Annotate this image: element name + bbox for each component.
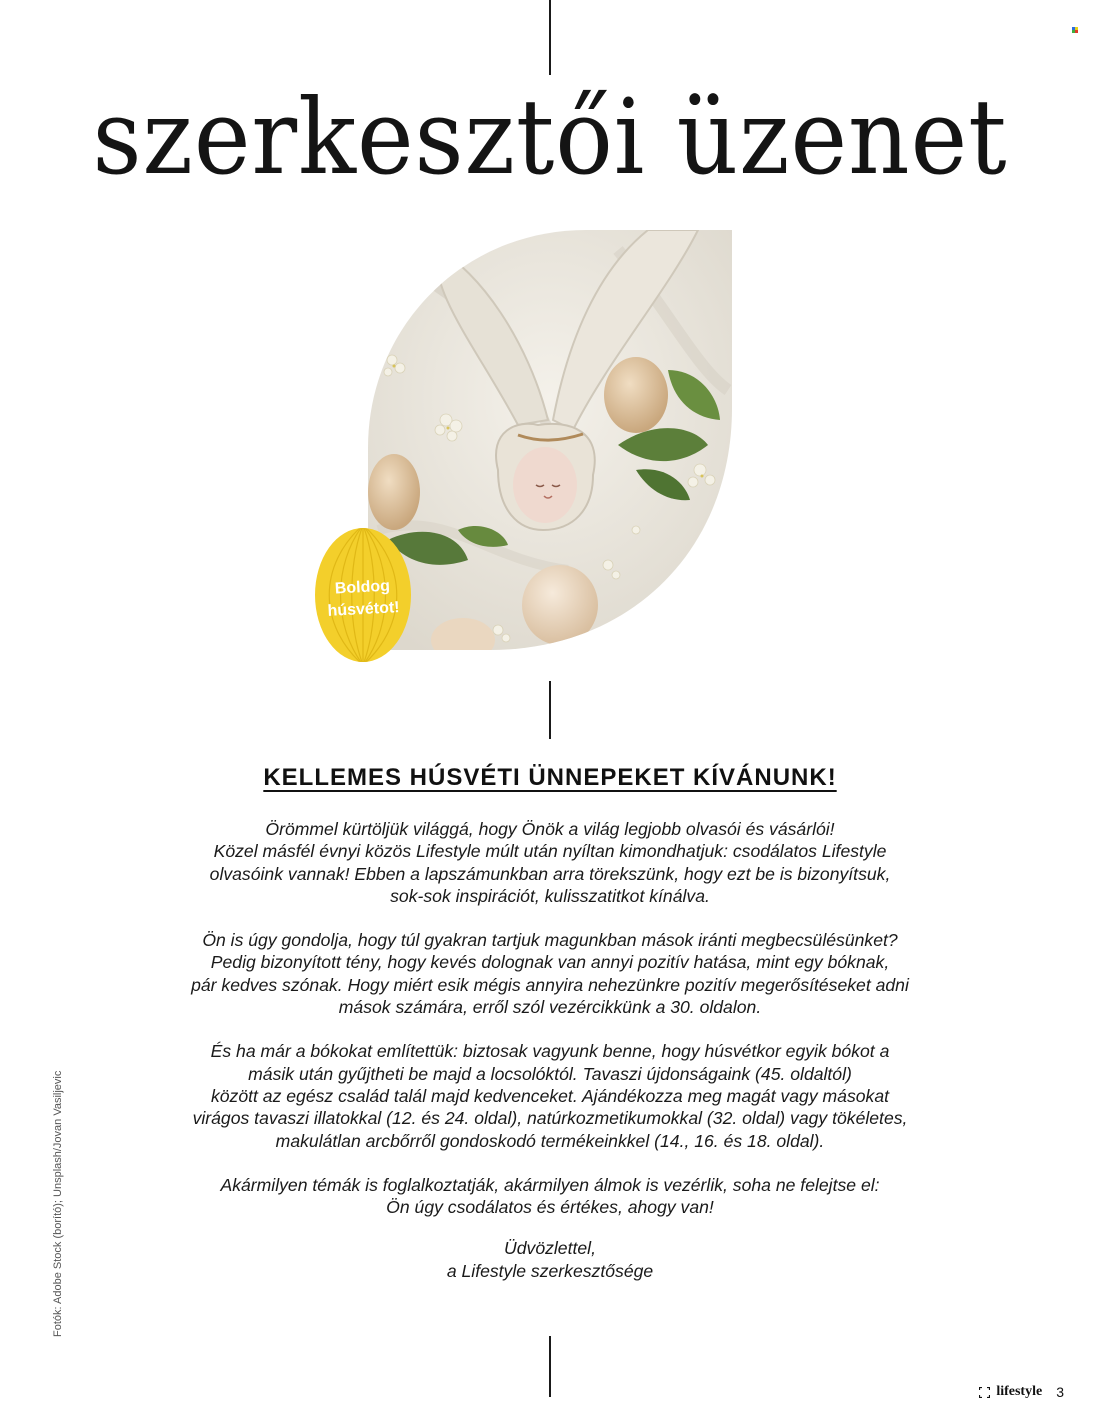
- signature-greeting: Üdvözlettel,: [504, 1238, 596, 1258]
- text-line: És ha már a bókokat említettük: biztosak vagyunk benne, hogy húsvétkor egyik bókot a: [210, 1041, 890, 1062]
- paragraph-2: [100, 929, 1000, 1018]
- egg-badge-line1: Boldog: [334, 577, 391, 598]
- text-line: másik után gyűjtheti be majd a locsolóktól. Tavaszi újdonságaink (45. oldaltól): [248, 1063, 852, 1084]
- text-line: Ön is úgy gondolja, hogy túl gyakran tartjuk magunkban mások iránti megbecsülésünket?: [202, 930, 898, 951]
- text-line: makulátlan arcbőrről gondoskodó termékeinkkel (14., 16. és 18. oldal).: [275, 1130, 825, 1151]
- page-number: 3: [1056, 1384, 1064, 1400]
- brand-logo: lifestyle: [996, 1384, 1043, 1399]
- text-line: Örömmel kürtöljük világgá, hogy Önök a világ legjobb olvasói és vásárlói!: [265, 819, 835, 839]
- text-line: Akármilyen témák is foglalkoztatják, akármilyen álmok is vezérlik, soha ne felejtse el:: [220, 1174, 880, 1195]
- paragraph-4: [100, 1174, 1000, 1219]
- text-line: Pedig bizonyított tény, hogy kevés dolognak van annyi pozitív hatása, mint egy bóknak,: [210, 952, 890, 973]
- easter-egg-badge: [313, 525, 413, 663]
- signature: [0, 1237, 1100, 1283]
- divider-line-top: [549, 0, 551, 75]
- egg-badge-line2: húsvétot!: [327, 599, 400, 620]
- article-body: [100, 818, 1000, 1240]
- text-line: között az egész család talál majd kedvenceket. Ajándékozza meg magát vagy másokat: [210, 1085, 890, 1106]
- text-line: mások számára, erről szól vezércikkünk a 30. oldalon.: [338, 997, 762, 1018]
- easter-photo: [368, 230, 732, 650]
- egg-badge-text: [312, 574, 414, 623]
- article-heading: KELLEMES HÚSVÉTI ÜNNEPEKET KÍVÁNUNK!: [263, 764, 837, 791]
- text-line: Ön úgy csodálatos és értékes, ahogy van!: [386, 1197, 714, 1218]
- signature-name: a Lifestyle szerkesztősége: [446, 1261, 654, 1281]
- text-line: virágos tavaszi illatokkal (12. és 24. oldal), natúrkozmetikumokkal (32. oldal) vagy tökéletes,: [192, 1108, 908, 1129]
- text-line: olvasóink vannak! Ebben a lapszámunkban arra törekszünk, hogy ezt be is bizonyítsuk,: [209, 863, 891, 884]
- paragraph-3: [100, 1040, 1000, 1151]
- text-line: Közel másfél évnyi közös Lifestyle múlt után nyíltan kimondhatjuk: csodálatos Lifestyle: [213, 841, 887, 862]
- brand-frame-icon: [979, 1387, 990, 1398]
- divider-line-middle: [549, 681, 551, 739]
- page-footer: [979, 1384, 1064, 1400]
- text-line: pár kedves szónak. Hogy miért esik mégis annyira nehezünkre pozitív megerősítéseket adni: [191, 974, 909, 995]
- divider-line-bottom: [549, 1336, 551, 1397]
- page-title: szerkesztői üzenet: [92, 76, 1008, 198]
- paragraph-1: [100, 818, 1000, 907]
- text-line: sok-sok inspirációt, kulisszatitkot kínálva.: [390, 885, 710, 906]
- photo-credit: Fotók: Adobe Stock (borító); Unsplash/Jovan Vasiljevic: [52, 1070, 64, 1337]
- color-registration-mark: [1072, 27, 1078, 33]
